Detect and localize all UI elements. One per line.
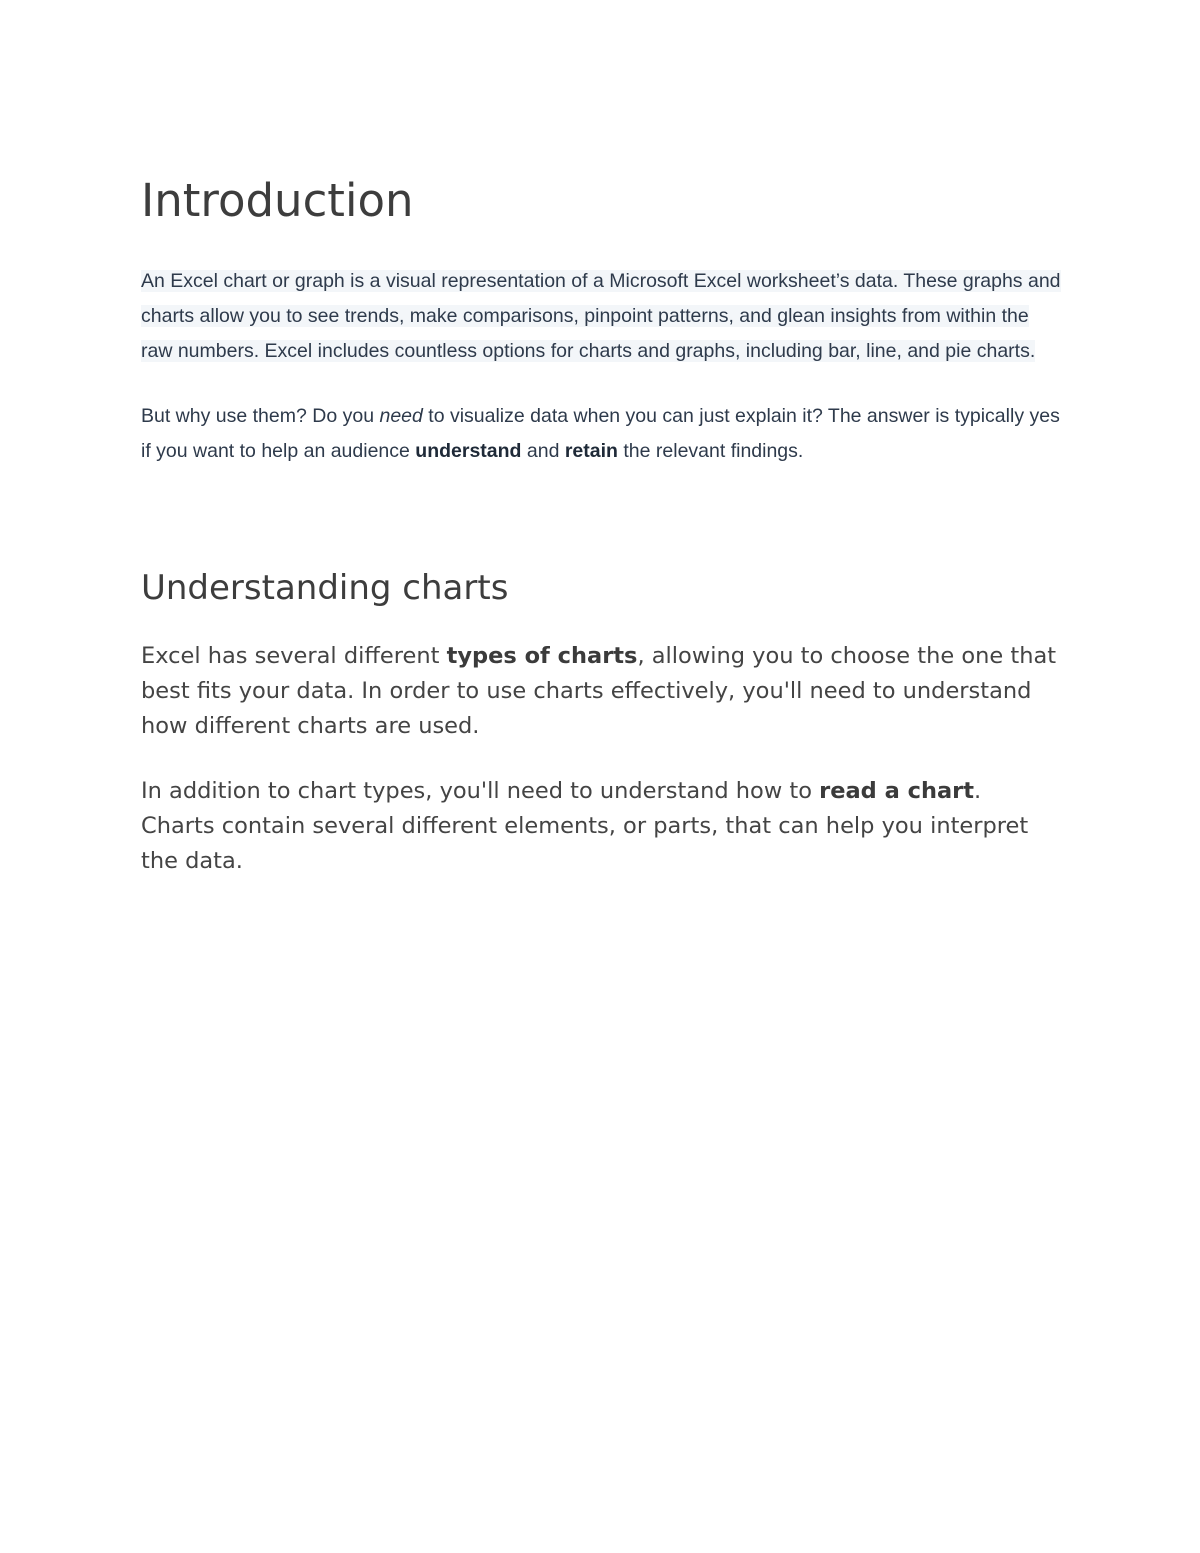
page-title: Introduction xyxy=(141,174,414,227)
intro-paragraph-2-text: to visualize data when you can just explain it? The answer is typically yes if you want to help an audience xyxy=(141,405,1060,462)
body-paragraph-2 xyxy=(141,774,1061,879)
body-paragraph-1 xyxy=(141,639,1061,744)
intro-paragraph-2 xyxy=(141,399,1061,469)
body-paragraph-1-text: Excel has several different xyxy=(141,643,447,669)
body-paragraph-1-text: , allowing you to choose the one that best fits your data. In order to use charts effectively, you'll need to understand how different charts are used. xyxy=(141,643,1057,739)
bold-understand: understand xyxy=(415,440,522,462)
intro-paragraph-1-text: An Excel chart or graph is a visual representation of a Microsoft Excel worksheet’s data. These graphs and charts allow you to see trends, make comparisons, pinpoint patterns, and glean insights from within the raw numbers. Excel includes countless options for charts and graphs, including bar, line, and pie charts. xyxy=(141,270,1061,362)
document-content xyxy=(141,172,1061,879)
bold-retain: retain xyxy=(564,440,618,462)
section-heading: Understanding charts xyxy=(141,568,509,608)
emphasis-need: need xyxy=(379,405,423,427)
bold-read-a-chart: read a chart xyxy=(819,778,975,804)
intro-paragraph-2-text: and xyxy=(521,440,565,462)
body-paragraph-2-text: . Charts contain several different elements, or parts, that can help you interpret the data. xyxy=(141,778,1029,874)
bold-types-of-charts: types of charts xyxy=(446,643,638,669)
intro-paragraph-1 xyxy=(141,264,1061,369)
intro-paragraph-2-text: the relevant findings. xyxy=(617,440,804,462)
intro-paragraph-2-text: But why use them? Do you xyxy=(141,405,380,427)
body-paragraph-2-text: In addition to chart types, you'll need to understand how to xyxy=(141,778,820,804)
